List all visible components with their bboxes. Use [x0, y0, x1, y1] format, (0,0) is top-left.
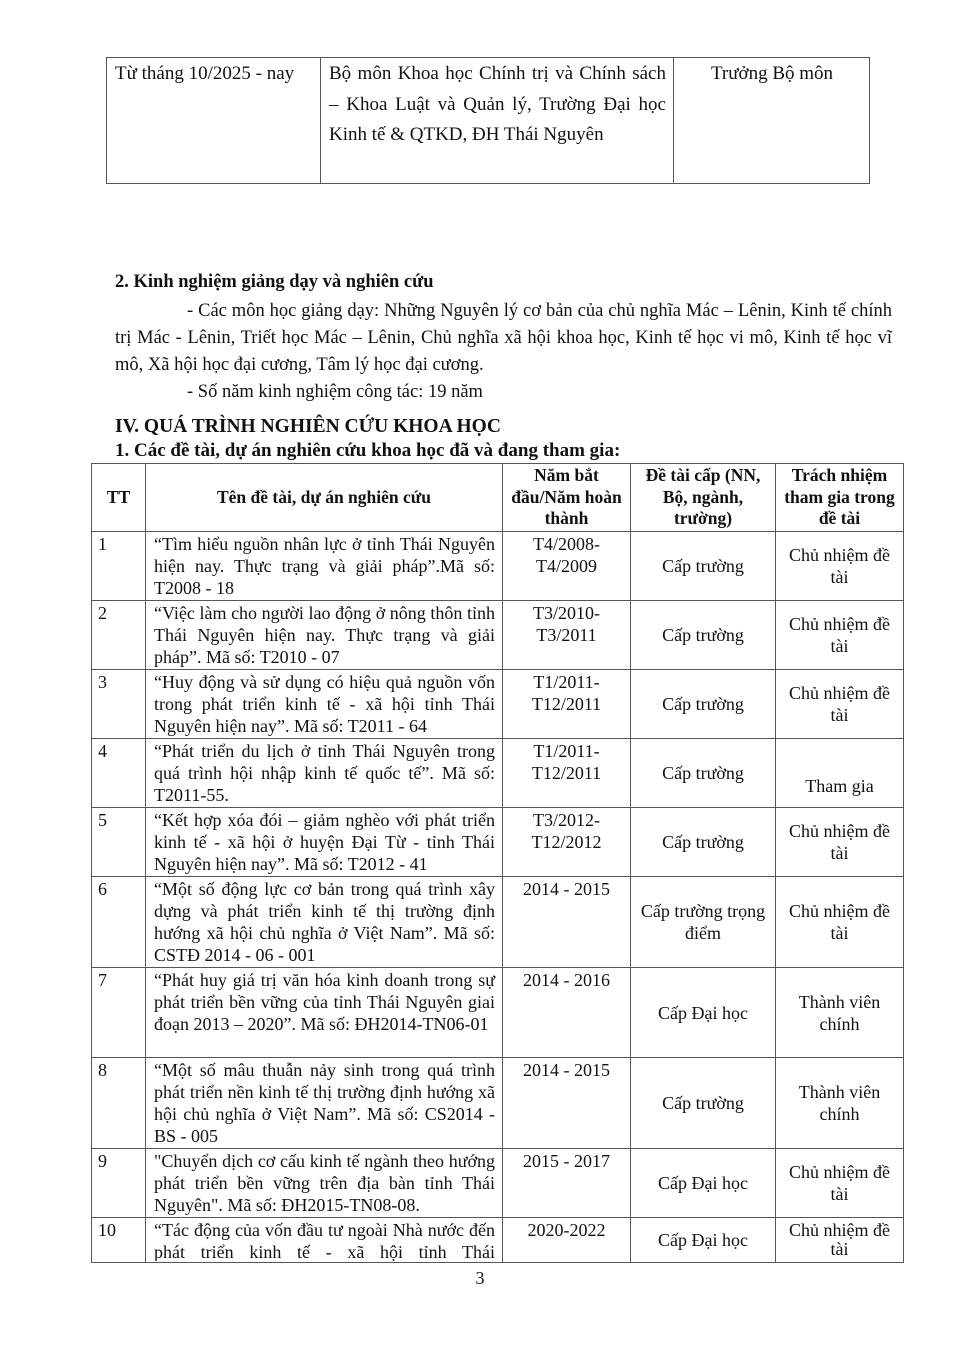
row-role: Thành viên chính: [776, 968, 904, 1058]
row-tt: 4: [92, 739, 146, 808]
row-years: 2014 - 2015: [503, 877, 631, 968]
row-years: T4/2008- T4/2009: [503, 532, 631, 601]
row-level: Cấp trường: [631, 670, 776, 739]
row-role: Chủ nhiệm đề tài: [776, 1218, 904, 1263]
row-role: Chủ nhiệm đề tài: [776, 808, 904, 877]
page-number: 3: [475, 1268, 485, 1288]
table-row: [92, 1218, 904, 1263]
table-row: [92, 877, 904, 968]
row-role: Chủ nhiệm đề tài: [776, 877, 904, 968]
row-level: Cấp trường trọng điểm: [631, 877, 776, 968]
row-name: “Một số mâu thuẫn nảy sinh trong quá trình phát triển nền kinh tế thị trường định hướng xã hội chủ nghĩa ở Việt Nam”. Mã số: CS2014 - BS - 005: [146, 1058, 503, 1149]
row-years: T3/2012- T12/2012: [503, 808, 631, 877]
row-years: T3/2010- T3/2011: [503, 601, 631, 670]
table-row: [92, 670, 904, 739]
row-tt: 1: [92, 532, 146, 601]
row-name-text: “Tác động của vốn đầu tư ngoài Nhà nước đến phát triển kinh tế - xã hội tỉnh Thái: [154, 1220, 495, 1261]
row-role: Chủ nhiệm đề tài: [776, 532, 904, 601]
row-role: Chủ nhiệm đề tài: [776, 1149, 904, 1218]
row-level: Cấp Đại học: [631, 968, 776, 1058]
row-name: “Huy động và sử dụng có hiệu quả nguồn vốn trong phát triển kinh tế - xã hội tỉnh Thái Nguyên hiện nay”. Mã số: T2011 - 64: [146, 670, 503, 739]
header-years: Năm bắt đầu/Năm hoàn thành: [503, 464, 631, 532]
table-row: [92, 1149, 904, 1218]
row-tt: 7: [92, 968, 146, 1058]
header-tt: TT: [92, 464, 146, 532]
row-name: “Một số động lực cơ bản trong quá trình xây dựng và phát triển kinh tế thị trường định hướng xã hội chủ nghĩa ở Việt Nam”. Mã số: CSTĐ 2014 - 06 - 001: [146, 877, 503, 968]
row-tt: 9: [92, 1149, 146, 1218]
section-4-subheading: 1. Các đề tài, dự án nghiên cứu khoa học đã và đang tham gia:: [115, 440, 621, 461]
section-2-heading: 2. Kinh nghiệm giảng dạy và nghiên cứu: [115, 272, 434, 292]
table-row: [92, 532, 904, 601]
row-level: Cấp trường: [631, 808, 776, 877]
row-role: Thành viên chính: [776, 1058, 904, 1149]
row-tt: 2: [92, 601, 146, 670]
row-level: Cấp Đại học: [631, 1149, 776, 1218]
row-role: Tham gia: [776, 739, 904, 808]
header-level: Đề tài cấp (NN, Bộ, ngành, trường): [631, 464, 776, 532]
row-name: [146, 1218, 503, 1263]
work-history-row: [107, 58, 870, 184]
work-period: Từ tháng 10/2025 - nay: [107, 58, 321, 184]
row-name: “Phát triển du lịch ở tỉnh Thái Nguyên trong quá trình hội nhập kinh tế quốc tế”. Mã số: T2011-55.: [146, 739, 503, 808]
table-row: [92, 601, 904, 670]
row-tt: 8: [92, 1058, 146, 1149]
row-years: 2014 - 2015: [503, 1058, 631, 1149]
row-name: "Chuyển dịch cơ cấu kinh tế ngành theo hướng phát triển bền vững trên địa bàn tỉnh Thái Nguyên". Mã số: ĐH2015-TN08-08.: [146, 1149, 503, 1218]
row-tt: 5: [92, 808, 146, 877]
header-name: Tên đề tài, dự án nghiên cứu: [146, 464, 503, 532]
row-years: T1/2011- T12/2011: [503, 739, 631, 808]
row-name: “Kết hợp xóa đói – giảm nghèo với phát triển kinh tế - xã hội ở huyện Đại Từ - tỉnh Thái Nguyên hiện nay”. Mã số: T2012 - 41: [146, 808, 503, 877]
row-tt: 6: [92, 877, 146, 968]
section-4-heading: IV. QUÁ TRÌNH NGHIÊN CỨU KHOA HỌC: [115, 416, 501, 437]
row-level: Cấp Đại học: [631, 1218, 776, 1263]
table-row: [92, 739, 904, 808]
row-level: Cấp trường: [631, 601, 776, 670]
work-position: Trưởng Bộ môn: [674, 58, 870, 184]
row-tt: 10: [92, 1218, 146, 1263]
row-years: 2020-2022: [503, 1218, 631, 1263]
table-header-row: [92, 464, 904, 532]
row-name: “Việc làm cho người lao động ở nông thôn tỉnh Thái Nguyên hiện nay. Thực trạng và giải pháp”. Mã số: T2010 - 07: [146, 601, 503, 670]
row-role: Chủ nhiệm đề tài: [776, 601, 904, 670]
row-name: “Phát huy giá trị văn hóa kinh doanh trong sự phát triển bền vững của tỉnh Thái Nguyên giai đoạn 2013 – 2020”. Mã số: ĐH2014-TN06-01: [146, 968, 503, 1058]
teaching-subjects: - Các môn học giảng dạy: Những Nguyên lý cơ bản của chủ nghĩa Mác – Lênin, Kinh tế chính trị Mác - Lênin, Triết học Mác – Lênin, Chủ nghĩa xã hội khoa học, Kinh tế học vi mô, Kinh tế học vĩ mô, Xã hội học đại cương, Tâm lý học đại cương.: [115, 301, 892, 375]
row-years: 2015 - 2017: [503, 1149, 631, 1218]
row-name: “Tìm hiểu nguồn nhân lực ở tỉnh Thái Nguyên hiện nay. Thực trạng và giải pháp”.Mã số: T2008 - 18: [146, 532, 503, 601]
work-organization: Bộ môn Khoa học Chính trị và Chính sách – Khoa Luật và Quản lý, Trường Đại học Kinh tế & QTKD, ĐH Thái Nguyên: [321, 58, 674, 184]
row-level: Cấp trường: [631, 532, 776, 601]
row-level: Cấp trường: [631, 739, 776, 808]
row-years: 2014 - 2016: [503, 968, 631, 1058]
header-role: Trách nhiệm tham gia trong đề tài: [776, 464, 904, 532]
table-row: [92, 1058, 904, 1149]
row-years: T1/2011- T12/2011: [503, 670, 631, 739]
work-history-table: [106, 57, 870, 184]
experience-years: - Số năm kinh nghiệm công tác: 19 năm: [187, 382, 483, 402]
row-level: Cấp trường: [631, 1058, 776, 1149]
research-projects-table: [91, 463, 904, 1263]
row-tt: 3: [92, 670, 146, 739]
row-role: Chủ nhiệm đề tài: [776, 670, 904, 739]
table-row: [92, 808, 904, 877]
table-row: [92, 968, 904, 1058]
